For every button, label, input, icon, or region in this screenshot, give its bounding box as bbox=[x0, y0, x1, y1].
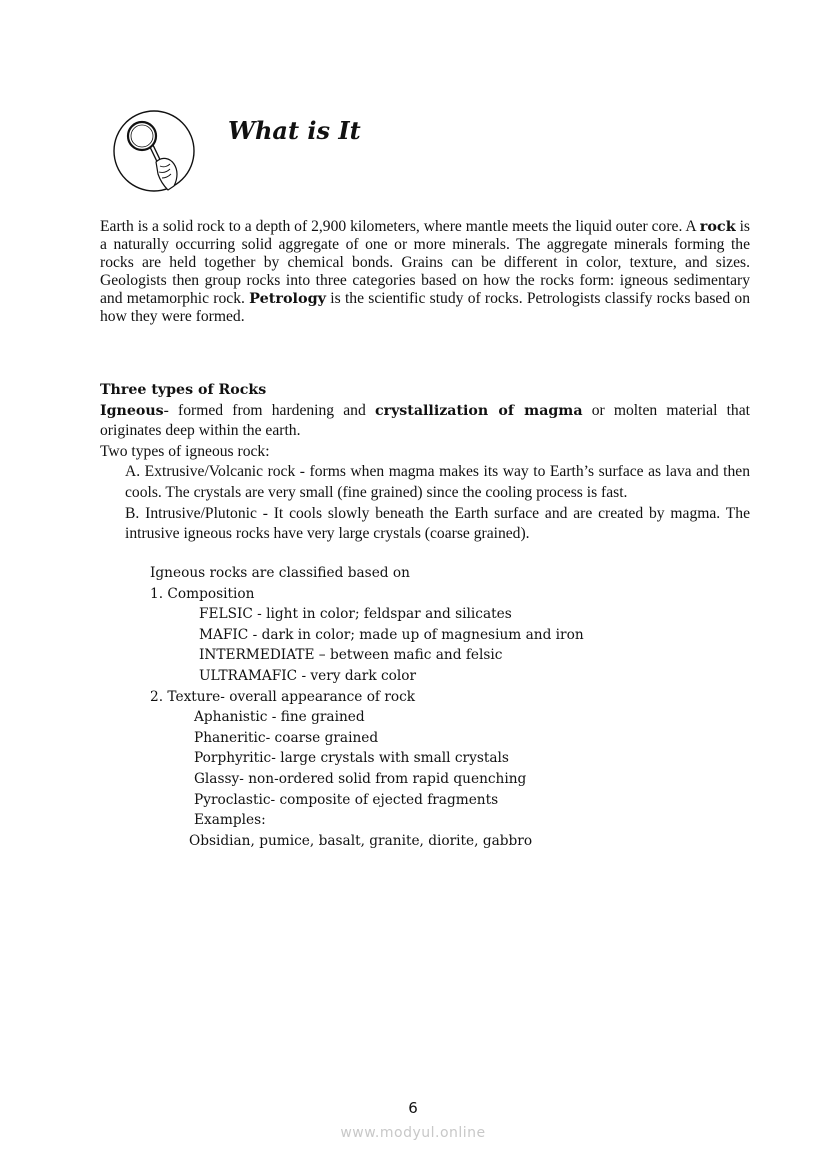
type-a-extrusive: A. Extrusive/Volcanic rock - forms when magma makes its way to Earth’s surface as lava and then cools. The crystals are very small (fine grained) since the cooling process is fast. bbox=[125, 463, 750, 501]
classification-intro: Igneous rocks are classified based on bbox=[150, 565, 410, 581]
term-igneous: Igneous bbox=[100, 402, 164, 419]
igneous-definition bbox=[100, 401, 750, 442]
term-crystallization: crystallization of magma bbox=[374, 402, 583, 419]
intro-paragraph bbox=[100, 218, 750, 326]
rock-types-section bbox=[100, 380, 750, 545]
texture-item: Pyroclastic- composite of ejected fragments bbox=[194, 791, 499, 808]
texture-item: Phaneritic- coarse grained bbox=[194, 729, 379, 746]
intro-text: is the scientific study of rocks. Petrologists classify rocks based on how they were formed. bbox=[100, 290, 750, 325]
intro-text: is a naturally occurring solid aggregate of one or more minerals. The aggregate minerals forming the rocks are held together by chemical bonds. Grains can be different in color, texture, and sizes. Geologists then group rocks into three categories based on how the rocks form: igneous sedimentary and metamorphic rock. bbox=[100, 218, 750, 307]
term-petrology: Petrology bbox=[249, 290, 327, 307]
two-types-label: Two types of igneous rock: bbox=[100, 442, 270, 460]
section-heading: Three types of Rocks bbox=[100, 382, 267, 398]
classification-list bbox=[150, 563, 584, 851]
watermark: www.modyul.online bbox=[340, 1125, 486, 1141]
definition-text: or molten material that originates deep within the earth. bbox=[100, 401, 750, 440]
composition-heading: 1. Composition bbox=[150, 585, 255, 602]
examples-label: Examples: bbox=[194, 812, 266, 829]
texture-item: Porphyritic- large crystals with small crystals bbox=[194, 750, 509, 767]
composition-item: MAFIC - dark in color; made up of magnesium and iron bbox=[199, 626, 584, 643]
texture-heading: 2. Texture- overall appearance of rock bbox=[150, 688, 416, 705]
section-title: What is It bbox=[228, 116, 361, 145]
composition-item: INTERMEDIATE – between mafic and felsic bbox=[199, 647, 503, 664]
composition-item: ULTRAMAFIC - very dark color bbox=[199, 667, 417, 684]
examples-list: Obsidian, pumice, basalt, granite, diorite, gabbro bbox=[189, 832, 533, 849]
composition-item: FELSIC - light in color; feldspar and silicates bbox=[199, 606, 512, 623]
page-number: 6 bbox=[408, 1099, 418, 1117]
intro-text: Earth is a solid rock to a depth of 2,900 kilometers, where mantle meets the liquid outer core. A bbox=[100, 218, 700, 235]
type-b-intrusive: B. Intrusive/Plutonic - It cools slowly beneath the Earth surface and are created by magma. The intrusive igneous rocks have very large crystals (coarse grained). bbox=[125, 504, 750, 543]
term-rock: rock bbox=[699, 218, 736, 235]
definition-text: - formed from hardening and bbox=[163, 401, 375, 419]
texture-item: Glassy- non-ordered solid from rapid quenching bbox=[194, 770, 527, 787]
magnifying-glass-in-hand-icon bbox=[112, 106, 196, 196]
texture-item: Aphanistic - fine grained bbox=[194, 709, 365, 726]
